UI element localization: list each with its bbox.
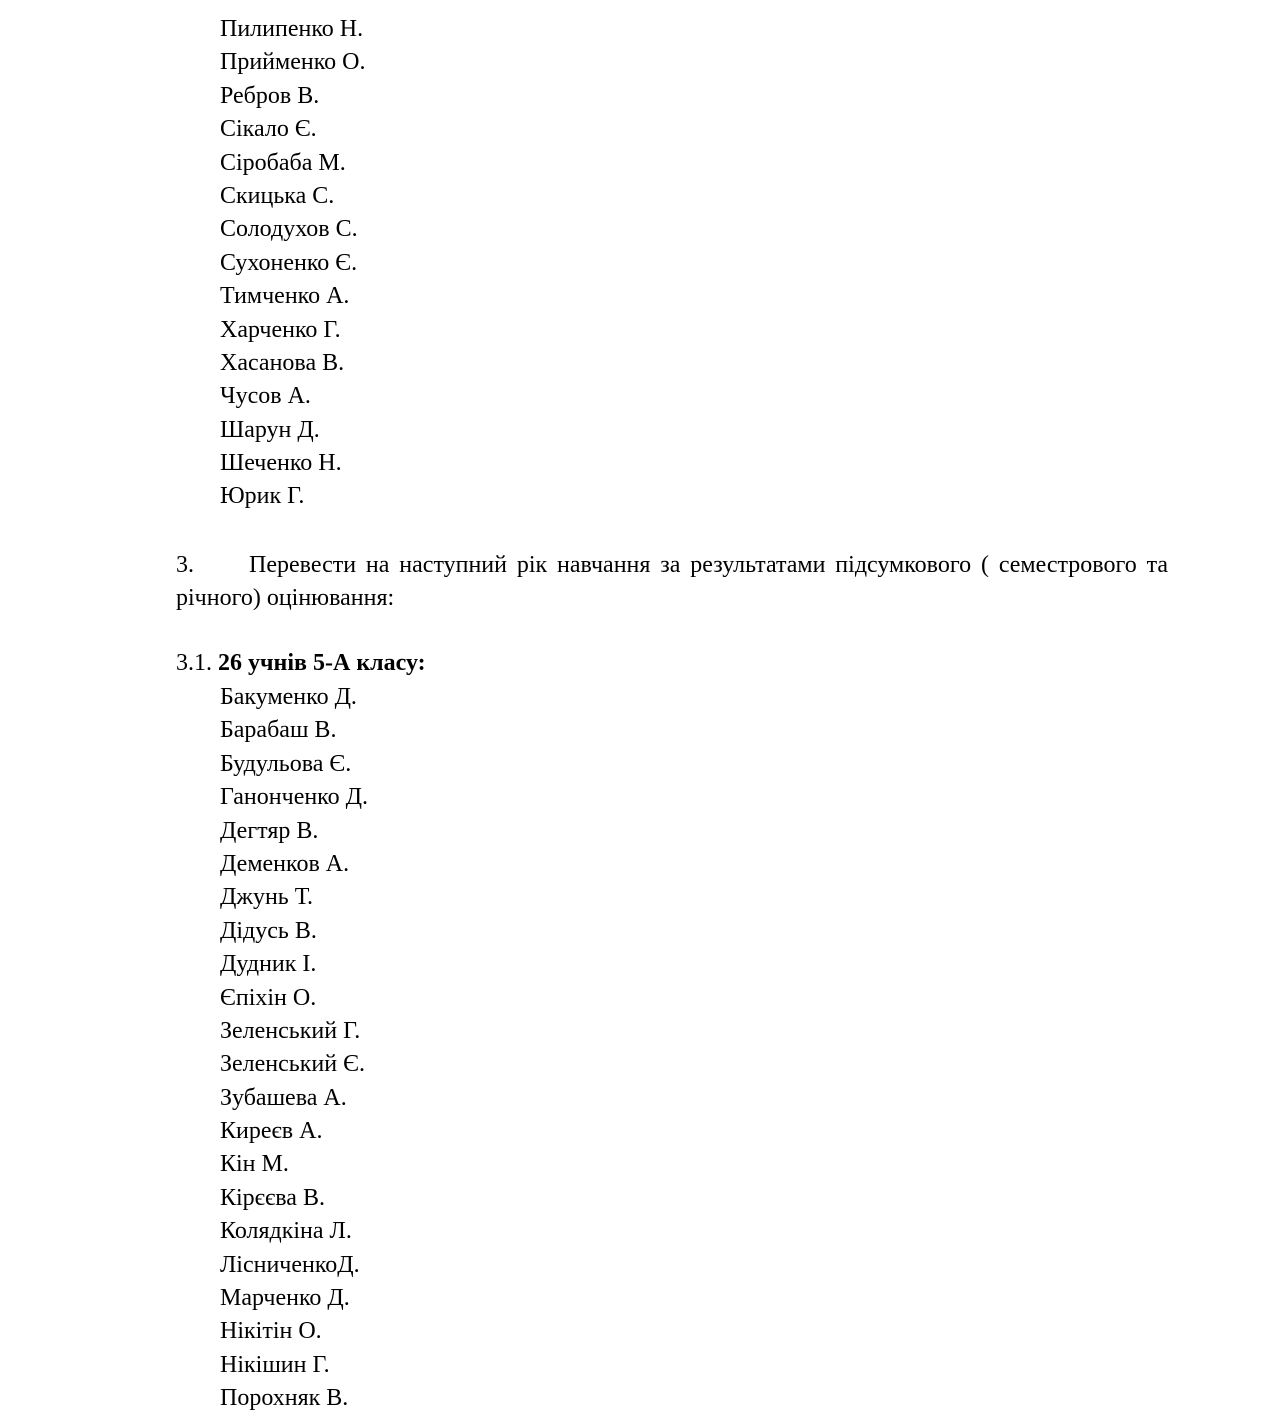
list-item: Дегтяр В. bbox=[220, 817, 319, 844]
list-item: Сухоненко Є. bbox=[220, 249, 358, 276]
list-item: Солодухов С. bbox=[220, 216, 358, 243]
list-item: Зеленський Г. bbox=[220, 1017, 361, 1044]
list-item: ЛісниченкоД. bbox=[220, 1251, 360, 1278]
list-item: Сіробаба М. bbox=[220, 149, 346, 176]
list-item: Джунь Т. bbox=[220, 884, 313, 911]
list-item: Прийменко О. bbox=[220, 49, 366, 76]
list-item: Киреєв А. bbox=[220, 1118, 323, 1145]
section-3-1-number: 3.1. bbox=[176, 650, 212, 676]
list-item: Барабаш В. bbox=[220, 717, 337, 744]
list-item: Дідусь В. bbox=[220, 917, 317, 944]
list-item: Нікітін О. bbox=[220, 1318, 322, 1345]
list-item: Ганонченко Д. bbox=[220, 784, 368, 811]
list-item: Пилипенко Н. bbox=[220, 16, 364, 42]
list-item: Марченко Д. bbox=[220, 1285, 350, 1312]
section-3-text: Перевести на наступний рік навчання за результатами підсумкового ( семестрового та річного) оцінювання: bbox=[176, 552, 1168, 612]
student-list-5a bbox=[220, 681, 368, 1416]
list-item: Зеленський Є. bbox=[220, 1051, 365, 1078]
list-item: Порохняк В. bbox=[220, 1385, 349, 1412]
list-item: Шеченко Н. bbox=[220, 450, 342, 477]
section-3-number: 3. bbox=[176, 552, 194, 578]
section-3-paragraph bbox=[176, 549, 1168, 616]
list-item: Шарун Д. bbox=[220, 416, 320, 443]
list-item: Дудник І. bbox=[220, 951, 317, 978]
section-3-1-heading bbox=[176, 647, 426, 680]
list-item: Бакуменко Д. bbox=[220, 684, 357, 710]
list-item: Деменков А. bbox=[220, 850, 350, 877]
list-item: Кін М. bbox=[220, 1151, 289, 1178]
section-3-1-title: 26 учнів 5-А класу: bbox=[218, 650, 426, 676]
list-item: Єпіхін О. bbox=[220, 984, 317, 1011]
list-item: Тимченко А. bbox=[220, 283, 350, 310]
list-item: Ребров В. bbox=[220, 82, 320, 109]
list-item: Колядкіна Л. bbox=[220, 1218, 352, 1245]
list-item: Нікішин Г. bbox=[220, 1351, 330, 1378]
list-item: Скицька С. bbox=[220, 182, 335, 209]
list-item: Хасанова В. bbox=[220, 349, 345, 376]
list-item: Сікало Є. bbox=[220, 116, 317, 143]
list-item: Юрик Г. bbox=[220, 483, 305, 510]
list-item: Чусов А. bbox=[220, 383, 311, 410]
list-item: Кірєєва В. bbox=[220, 1184, 325, 1211]
student-list-continued bbox=[220, 13, 365, 514]
list-item: Харченко Г. bbox=[220, 316, 341, 343]
list-item: Будульова Є. bbox=[220, 750, 352, 777]
list-item: Зубашева А. bbox=[220, 1084, 347, 1111]
